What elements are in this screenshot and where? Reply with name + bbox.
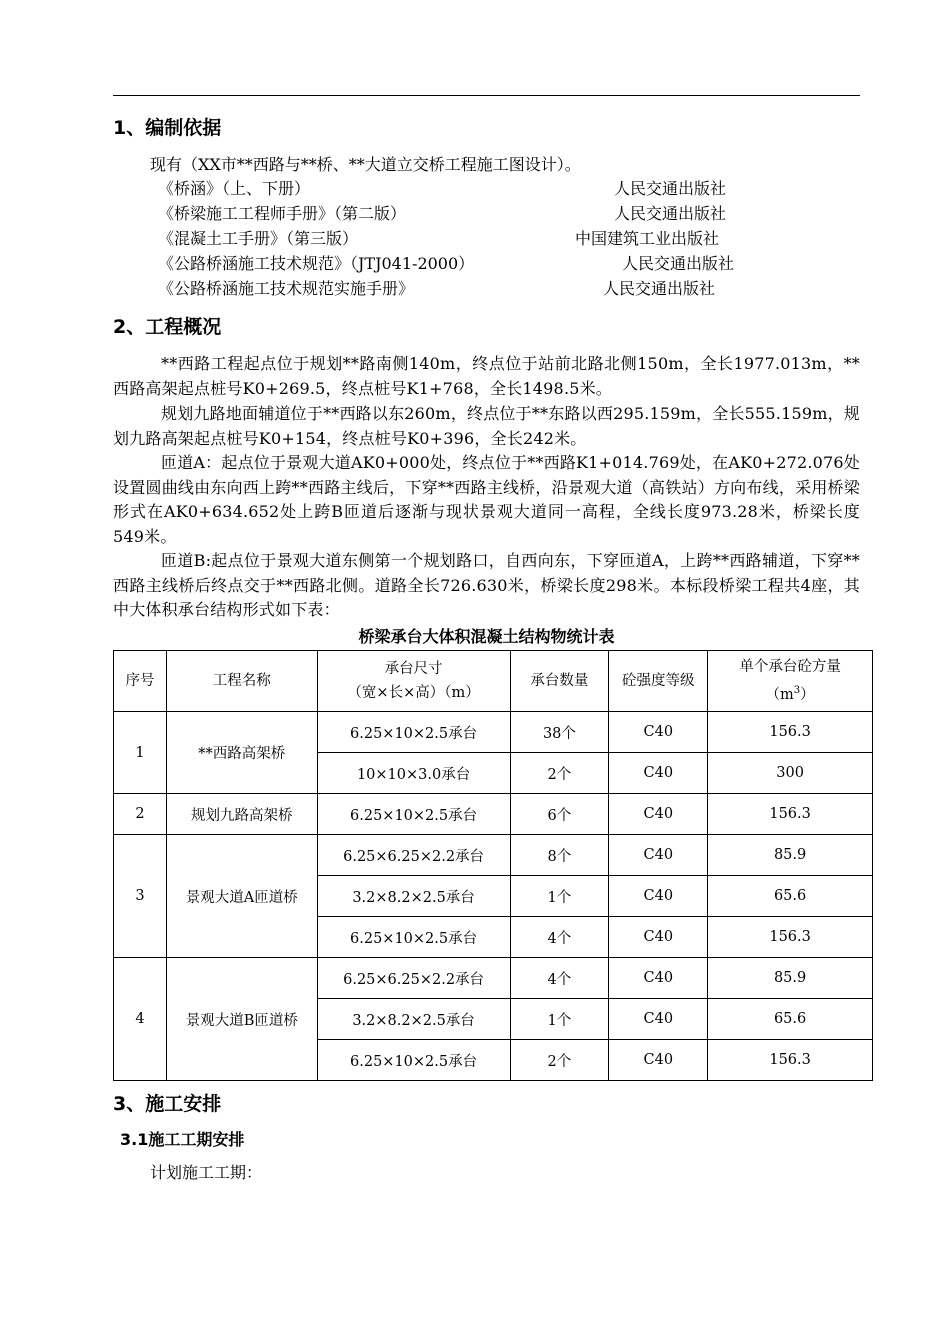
cell-volume: 65.6 [708,876,873,917]
cell-volume: 85.9 [708,958,873,999]
unit-superscript: 3 [793,685,801,697]
reference-book: 《混凝土工手册》（第三版） [158,229,359,248]
pile-cap-statistics-table [113,650,873,1081]
cell-volume: 156.3 [708,794,873,835]
header-volume-line1: 单个承台砼方量 [739,659,841,676]
table-row [114,712,873,753]
header-seq: 序号 [114,651,167,712]
cell-name: **西路高架桥 [166,712,317,794]
cell-size: 3.2×8.2×2.5承台 [317,876,510,917]
reference-publisher: 人民交通出版社 [622,254,735,273]
schedule-text: 计划施工工期： [150,1163,263,1182]
cell-seq: 4 [114,958,167,1081]
cell-size: 6.25×6.25×2.2承台 [317,958,510,999]
cell-count: 2个 [510,753,609,794]
table-row [114,958,873,999]
section-3-title: 3、施工安排 [113,1093,222,1115]
cell-count: 38个 [510,712,609,753]
cell-size: 6.25×6.25×2.2承台 [317,835,510,876]
cell-grade: C40 [609,876,708,917]
header-grade: 砼强度等级 [609,651,708,712]
cell-volume: 156.3 [708,917,873,958]
reference-book: 《桥涵》（上、下册） [158,179,311,198]
cell-size: 6.25×10×2.5承台 [317,794,510,835]
cell-count: 4个 [510,917,609,958]
cell-count: 4个 [510,958,609,999]
table-caption: 桥梁承台大体积混凝土结构物统计表 [358,627,615,646]
unit-close: ） [800,686,815,703]
table-row [114,794,873,835]
cell-size: 6.25×10×2.5承台 [317,712,510,753]
cell-size: 3.2×8.2×2.5承台 [317,999,510,1040]
cell-name: 景观大道A匝道桥 [166,835,317,958]
header-count: 承台数量 [510,651,609,712]
cell-seq: 2 [114,794,167,835]
cell-name: 规划九路高架桥 [166,794,317,835]
header-volume [708,651,873,712]
subsection-3-1-title: 3.1施工工期安排 [120,1130,245,1149]
cell-count: 8个 [510,835,609,876]
cell-grade: C40 [609,958,708,999]
cell-count: 1个 [510,876,609,917]
section-1-title: 1、编制依据 [113,117,222,139]
cell-count: 1个 [510,999,609,1040]
cell-volume: 300 [708,753,873,794]
cell-size: 6.25×10×2.5承台 [317,917,510,958]
header-size-line2: （宽×长×高）（m） [347,685,480,701]
table-header-row [114,651,873,712]
cell-volume: 156.3 [708,712,873,753]
reference-publisher: 人民交通出版社 [614,179,727,198]
cell-grade: C40 [609,835,708,876]
cell-volume: 85.9 [708,835,873,876]
cell-grade: C40 [609,999,708,1040]
cell-volume: 65.6 [708,999,873,1040]
cell-count: 2个 [510,1040,609,1081]
overview-paragraph: 规划九路地面辅道位于**西路以东260m，终点位于**东路以西295.159m，全长555.159m，规划九路高架起点桩号K0+154，终点桩号K0+396，全长242米。 [113,404,860,448]
cell-grade: C40 [609,753,708,794]
cell-grade: C40 [609,794,708,835]
cell-seq: 3 [114,835,167,958]
cell-size: 6.25×10×2.5承台 [317,1040,510,1081]
header-volume-unit [708,679,872,707]
cell-volume: 156.3 [708,1040,873,1081]
overview-paragraph: 匝道B:起点位于景观大道东侧第一个规划路口，自西向东，下穿匝道A，上跨**西路辅道，下穿**西路主线桥后终点交于**西路北侧。道路全长726.630米，桥梁长度298米。本标段桥梁工程共4座，其中大体积承台结构形式如下表： [113,551,860,620]
cell-size: 10×10×3.0承台 [317,753,510,794]
reference-book: 《桥梁施工工程师手册》（第二版） [158,204,407,223]
overview-paragraph: **西路工程起点位于规划**路南侧140m，终点位于站前北路北侧150m，全长1977.013m，**西路高架起点桩号K0+269.5，终点桩号K1+768，全长1498.5米。 [113,354,860,398]
header-name: 工程名称 [166,651,317,712]
cell-grade: C40 [609,1040,708,1081]
reference-book: 《公路桥涵施工技术规范实施手册》 [158,279,415,298]
cell-seq: 1 [114,712,167,794]
unit-base: （m [765,686,794,703]
overview-paragraph: 匝道A：起点位于景观大道AK0+000处，终点位于**西路K1+014.769处，在AK0+272.076处设置圆曲线由东向西上跨**西路主线后，下穿**西路主线桥，沿景观大道（高铁站）方向布线，采用桥梁形式在AK0+634.652处上跨B匝道后逐渐与现状景观大道同一高程，全线长度973.28米，桥梁长度549米。 [113,453,860,546]
cell-count: 6个 [510,794,609,835]
cell-grade: C40 [609,712,708,753]
header-rule [113,95,860,96]
header-size-line1: 承台尺寸 [384,661,443,677]
section-1-intro: 现有（XX市**西路与**桥、**大道立交桥工程施工图设计）。 [150,155,581,174]
reference-publisher: 人民交通出版社 [603,279,716,298]
header-size [317,651,510,712]
reference-publisher: 人民交通出版社 [614,204,727,223]
reference-book: 《公路桥涵施工技术规范》（JTJ041-2000） [158,254,475,273]
table-row [114,835,873,876]
cell-grade: C40 [609,917,708,958]
cell-name: 景观大道B匝道桥 [166,958,317,1081]
section-2-title: 2、工程概况 [113,316,222,338]
reference-publisher: 中国建筑工业出版社 [575,229,720,248]
